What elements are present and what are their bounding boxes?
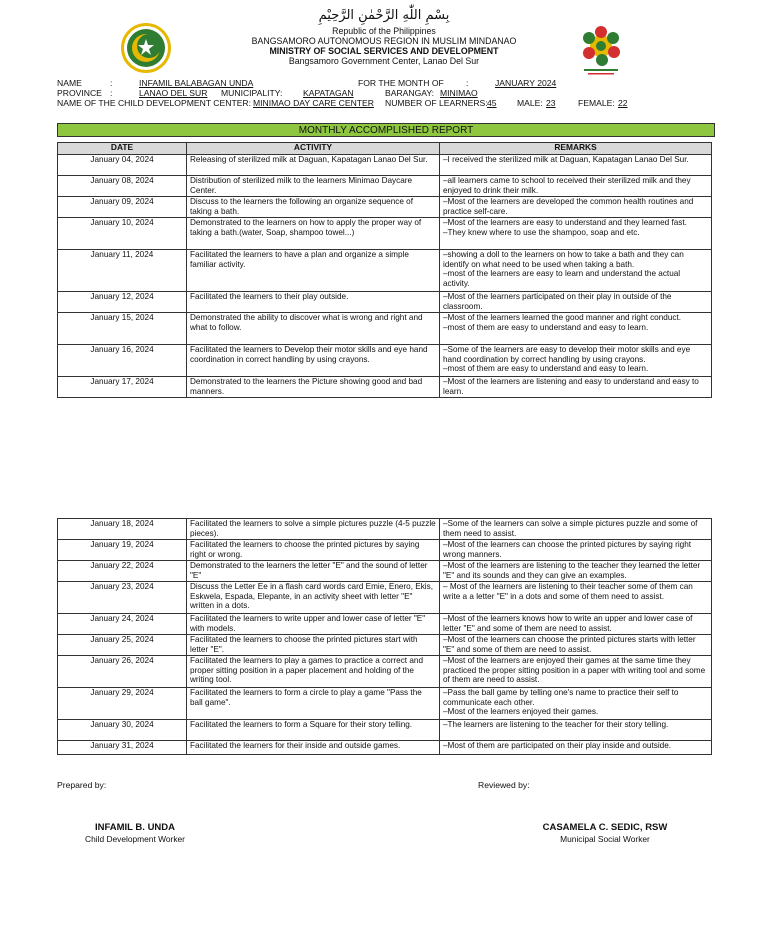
address-text: Bangsamoro Government Center, Lanao Del Sur [288, 56, 480, 66]
date-cell: January 29, 2024 [58, 688, 187, 720]
remarks-cell: – Most of the learners are listening to their teacher some of them can write a a letter "E" in a dots and some of them need to assist. [440, 582, 712, 614]
remarks-cell: –Most of the learners knows how to write an upper and lower case of letter "E" and some of them are need to assist. [440, 614, 712, 635]
table-row [58, 218, 712, 250]
table-row [58, 197, 712, 218]
report-table-part1 [57, 142, 712, 398]
date-cell: January 23, 2024 [58, 582, 187, 614]
date-cell: January 31, 2024 [58, 741, 187, 755]
republic-text: Republic of the Philippines [332, 26, 436, 36]
report-title: MONTHLY ACCOMPLISHED REPORT [57, 123, 715, 137]
activity-cell: Discuss to the learners the following an organize sequence of taking a bath. [187, 197, 440, 218]
date-cell: January 30, 2024 [58, 720, 187, 741]
barangay-value: MINIMAO [440, 88, 478, 98]
column-header-date: DATE [58, 143, 187, 155]
table-row [58, 377, 712, 398]
remarks-cell: –Most of the learners are developed the common health routines and practice self-care. [440, 197, 712, 218]
report-table-part2 [57, 518, 712, 755]
activity-cell: Facilitated the learners to form a circle to play a game "Pass the ball game". [187, 688, 440, 720]
table-row [58, 540, 712, 561]
ministry-text: MINISTRY OF SOCIAL SERVICES AND DEVELOPMENT [269, 46, 499, 56]
date-cell: January 09, 2024 [58, 197, 187, 218]
table-row [58, 582, 712, 614]
activity-cell: Demonstrated the ability to discover what is wrong and right and what to follow. [187, 313, 440, 345]
remarks-cell: –The learners are listening to the teacher for their story telling. [440, 720, 712, 741]
activity-cell: Facilitated the learners to write upper and lower case of letter "E" with models. [187, 614, 440, 635]
remarks-cell: –Some of the learners are easy to develop their motor skills and eye hand coordination by correct handling by using crayons. –most of them are easy to understand and easy to learn. [440, 345, 712, 377]
center-value: MINIMAO DAY CARE CENTER [253, 98, 374, 108]
date-cell: January 15, 2024 [58, 313, 187, 345]
table-row [58, 688, 712, 720]
remarks-cell: –Most of the learners learned the good manner and right conduct. –most of them are easy to understand and easy to learn. [440, 313, 712, 345]
activity-cell: Distribution of sterilized milk to the learners Minimao Daycare Center. [187, 176, 440, 197]
remarks-cell: –showing a doll to the learners on how to take a bath and they can identify on what need to be used when taking a bath. –most of the learners are easy to learn and understand the actual activity. [440, 250, 712, 292]
remarks-cell: –Some of the learners can solve a simple pictures puzzle and some of them need to assist. [440, 519, 712, 540]
date-cell: January 26, 2024 [58, 656, 187, 688]
table-row [58, 741, 712, 755]
name-colon: : [110, 78, 113, 88]
learners-label: NUMBER OF LEARNERS: [385, 98, 488, 108]
activity-cell: Facilitated the learners to have a plan and organize a simple familiar activity. [187, 250, 440, 292]
table-row [58, 313, 712, 345]
province-value: LANAO DEL SUR [139, 88, 208, 98]
activity-cell: Facilitated the learners to solve a simple pictures puzzle (4-5 puzzle pieces). [187, 519, 440, 540]
date-cell: January 12, 2024 [58, 292, 187, 313]
remarks-cell: –Pass the ball game by telling one's name to practice their self to communicate each other. –Most of the learners enjoyed their games. [440, 688, 712, 720]
table-row [58, 635, 712, 656]
activity-cell: Demonstrated to the learners the Picture showing good and bad manners. [187, 377, 440, 398]
month-value: JANUARY 2024 [495, 78, 557, 88]
date-cell: January 10, 2024 [58, 218, 187, 250]
center-label: NAME OF THE CHILD DEVELOPMENT CENTER: [57, 98, 252, 108]
preparer-title: Child Development Worker [85, 834, 185, 844]
remarks-cell: –I received the sterilized milk at Daguan, Kapatagan Lanao Del Sur. [440, 155, 712, 176]
male-value: 23 [546, 98, 556, 108]
activity-cell: Demonstrated to the learners the letter "E" and the sound of letter "E" [187, 561, 440, 582]
remarks-cell: –Most of the learners are easy to understand and they learned fast. –They knew where to use the shampoo, soap and etc. [440, 218, 712, 250]
bismillah-text: بِسْمِ اللّٰهِ الرَّحْمٰنِ الرَّحِيْمِ [318, 8, 450, 23]
column-header-remarks: REMARKS [440, 143, 712, 155]
preparer-name: INFAMIL B. UNDA [94, 822, 176, 833]
table-row [58, 720, 712, 741]
name-label: NAME [57, 78, 82, 88]
reviewed-by-label: Reviewed by: [478, 780, 530, 790]
province-colon: : [110, 88, 113, 98]
activity-cell: Facilitated the learners to Develop their motor skills and eye hand coordination in correct handling by using crayons. [187, 345, 440, 377]
table-row [58, 561, 712, 582]
reviewer-title: Municipal Social Worker [560, 834, 650, 844]
table-row [58, 519, 712, 540]
activity-cell: Facilitated the learners for their inside and outside games. [187, 741, 440, 755]
activity-cell: Facilitated the learners to their play outside. [187, 292, 440, 313]
table-row [58, 292, 712, 313]
date-cell: January 16, 2024 [58, 345, 187, 377]
date-cell: January 08, 2024 [58, 176, 187, 197]
table-row [58, 345, 712, 377]
municipality-label: MUNICIPALITY: [221, 88, 283, 98]
activity-cell: Facilitated the learners to choose the printed pictures by saying right or wrong. [187, 540, 440, 561]
learners-value: 45 [487, 98, 497, 108]
date-cell: January 25, 2024 [58, 635, 187, 656]
reviewer-name: CASAMELA C. SEDIC, RSW [542, 822, 668, 833]
table-header-row [58, 143, 712, 155]
name-value: INFAMIL BALABAGAN UNDA [139, 78, 254, 88]
remarks-cell: –Most of the learners can choose the printed pictures starts with letter "E" and some of them are need to assist. [440, 635, 712, 656]
remarks-cell: –Most of the learners participated on their play in outside of the classroom. [440, 292, 712, 313]
activity-cell: Discuss the Letter Ee in a flash card words card Emie, Enero, Ekis, Eskwela, Espada, Elepante, in an activity sheet with letter "E" written in a dots. [187, 582, 440, 614]
month-colon: : [466, 78, 469, 88]
remarks-cell: –all learners came to school to received their sterilized milk and they enjoyed to drink their milk. [440, 176, 712, 197]
municipality-value: KAPATAGAN [303, 88, 354, 98]
table-row [58, 250, 712, 292]
table-row [58, 176, 712, 197]
date-cell: January 11, 2024 [58, 250, 187, 292]
remarks-cell: –Most of them are participated on their play inside and outside. [440, 741, 712, 755]
prepared-by-label: Prepared by: [57, 780, 107, 790]
date-cell: January 18, 2024 [58, 519, 187, 540]
table-row [58, 656, 712, 688]
province-label: PROVINCE [57, 88, 102, 98]
date-cell: January 19, 2024 [58, 540, 187, 561]
remarks-cell: –Most of the learners can choose the printed pictures by saying right wrong manners. [440, 540, 712, 561]
remarks-cell: –Most of the learners are enjoyed their games at the same time they practiced the proper sitting position in a paper with writing tool and some of them are need to assist. [440, 656, 712, 688]
date-cell: January 24, 2024 [58, 614, 187, 635]
activity-cell: Facilitated the learners to choose the printed pictures start with letter "E". [187, 635, 440, 656]
remarks-cell: –Most of the learners are listening to the teacher they learned the letter "E" and its sounds and they can give an examples. [440, 561, 712, 582]
activity-cell: Releasing of sterilized milk at Daguan, Kapatagan Lanao Del Sur. [187, 155, 440, 176]
remarks-cell: –Most of the learners are listening and easy to understand and easy to learn. [440, 377, 712, 398]
female-label: FEMALE: [578, 98, 615, 108]
activity-cell: Facilitated the learners to form a Square for their story telling. [187, 720, 440, 741]
table-row [58, 155, 712, 176]
date-cell: January 22, 2024 [58, 561, 187, 582]
activity-cell: Demonstrated to the learners on how to apply the proper way of taking a bath.(water, Soap, shampoo towel...) [187, 218, 440, 250]
activity-cell: Facilitated the learners to play a games to practice a correct and proper sitting position in a paper placement and holding of the writing tool. [187, 656, 440, 688]
column-header-activity: ACTIVITY [187, 143, 440, 155]
month-label: FOR THE MONTH OF [358, 78, 444, 88]
female-value: 22 [618, 98, 628, 108]
date-cell: January 04, 2024 [58, 155, 187, 176]
table-row [58, 614, 712, 635]
region-text: BANGSAMORO AUTONOMOUS REGION IN MUSLIM MINDANAO [251, 36, 517, 46]
date-cell: January 17, 2024 [58, 377, 187, 398]
barangay-label: BARANGAY: [385, 88, 435, 98]
male-label: MALE: [517, 98, 543, 108]
